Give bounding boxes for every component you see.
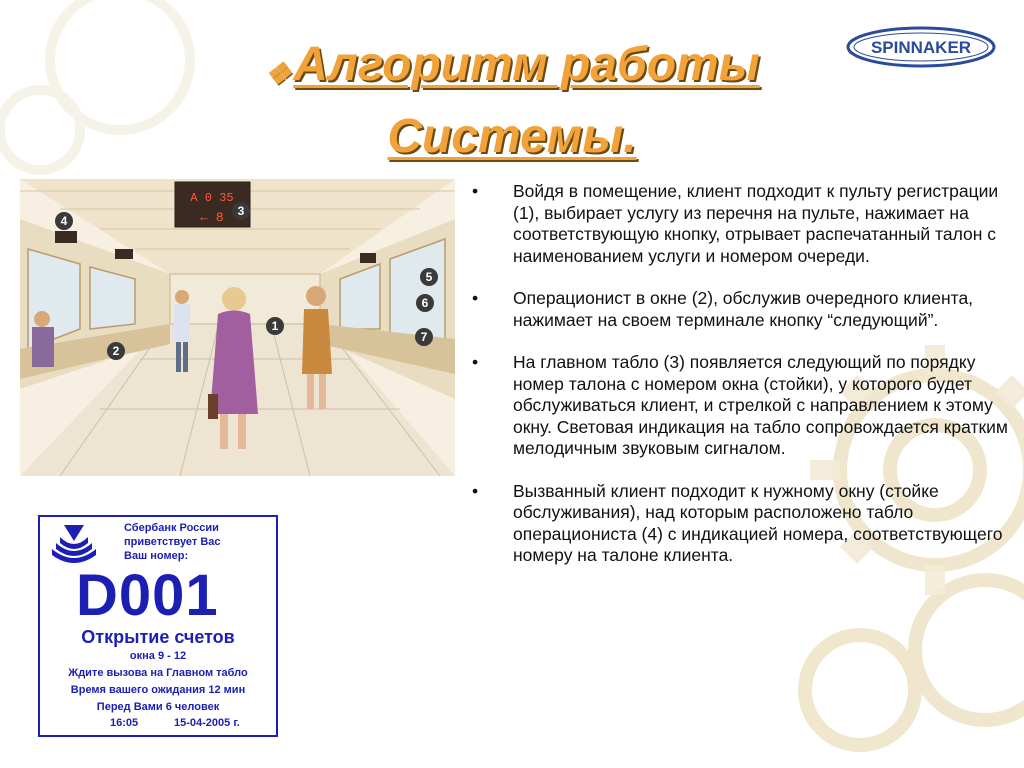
board-text: A 0 35 — [190, 191, 234, 205]
svg-text:7: 7 — [420, 330, 428, 344]
ticket-header — [124, 521, 221, 563]
ticket-wait: Ждите вызова на Главном табло — [68, 667, 248, 679]
ticket-header-line: Ваш номер: — [124, 550, 189, 562]
svg-text:← 8: ← 8 — [200, 210, 224, 225]
ticket-number: D001 — [76, 563, 219, 628]
title-line-2: Системы. — [387, 110, 637, 163]
bullet-list — [470, 181, 1010, 567]
ticket-time: Время вашего ожидания 12 мин — [70, 684, 246, 696]
queue-ticket — [38, 515, 278, 737]
ticket-clock: 16:05 — [110, 717, 139, 729]
bullet-text: Операционист в окне (2), обслужив очередного клиента, нажимает на своем терминале кнопку “следующий”. — [513, 288, 974, 330]
bullet-text: Войдя в помещение, клиент подходит к пульту регистрации (1), выбирает услугу из перечня на пульте, нажимает на соответствующую кнопку, отрывает распечатанный талон с наименованием услуги и номером очереди. — [513, 181, 999, 266]
title-line-1: Алгоритм работы — [293, 38, 760, 91]
ticket-service: Открытие счетов — [81, 627, 235, 647]
ticket-ahead: Перед Вами 6 человек — [96, 701, 220, 713]
bullet-item — [470, 352, 1010, 460]
sberbank-logo-icon — [46, 521, 102, 567]
title-bullet-icon: ❖ — [264, 58, 292, 91]
svg-text:2: 2 — [112, 344, 120, 358]
ticket-header-line: Сбербанк России — [124, 522, 219, 534]
svg-text:5: 5 — [425, 270, 433, 284]
bullet-item — [470, 481, 1010, 567]
svg-text:3: 3 — [237, 204, 245, 218]
bullet-text: Вызванный клиент подходит к нужному окну (стойке обслуживания), над которым расположено табло операциониста (4) с индикацией номера, соответствующего номеру на талоне клиента. — [513, 480, 1003, 565]
bullet-marker: • — [472, 480, 479, 501]
bank-hall-illustration — [20, 179, 455, 476]
bullet-marker: • — [472, 352, 479, 372]
bullet-marker: • — [472, 288, 479, 308]
bullet-marker: • — [472, 181, 479, 201]
bullet-item — [470, 181, 1010, 267]
logo-text: SPINNAKER — [870, 38, 972, 57]
svg-text:6: 6 — [421, 296, 429, 310]
ticket-date: 15-04-2005 г. — [174, 717, 240, 729]
ticket-windows: окна 9 - 12 — [129, 650, 187, 662]
bullet-item — [470, 288, 1010, 331]
ticket-header-line: приветствует Вас — [124, 536, 221, 548]
svg-text:1: 1 — [271, 319, 279, 333]
bullet-text: На главном табло (3) появляется следующий по порядку номер талона с номером окна (стойки), у которого будет обслуживаться клиент, и стрелкой с направлением к этому окну. Световая индикация на табло сопровождается кратким мелодичным звуковым сигналом. — [513, 352, 1008, 458]
svg-text:4: 4 — [60, 214, 68, 228]
spinnaker-logo — [846, 26, 996, 68]
